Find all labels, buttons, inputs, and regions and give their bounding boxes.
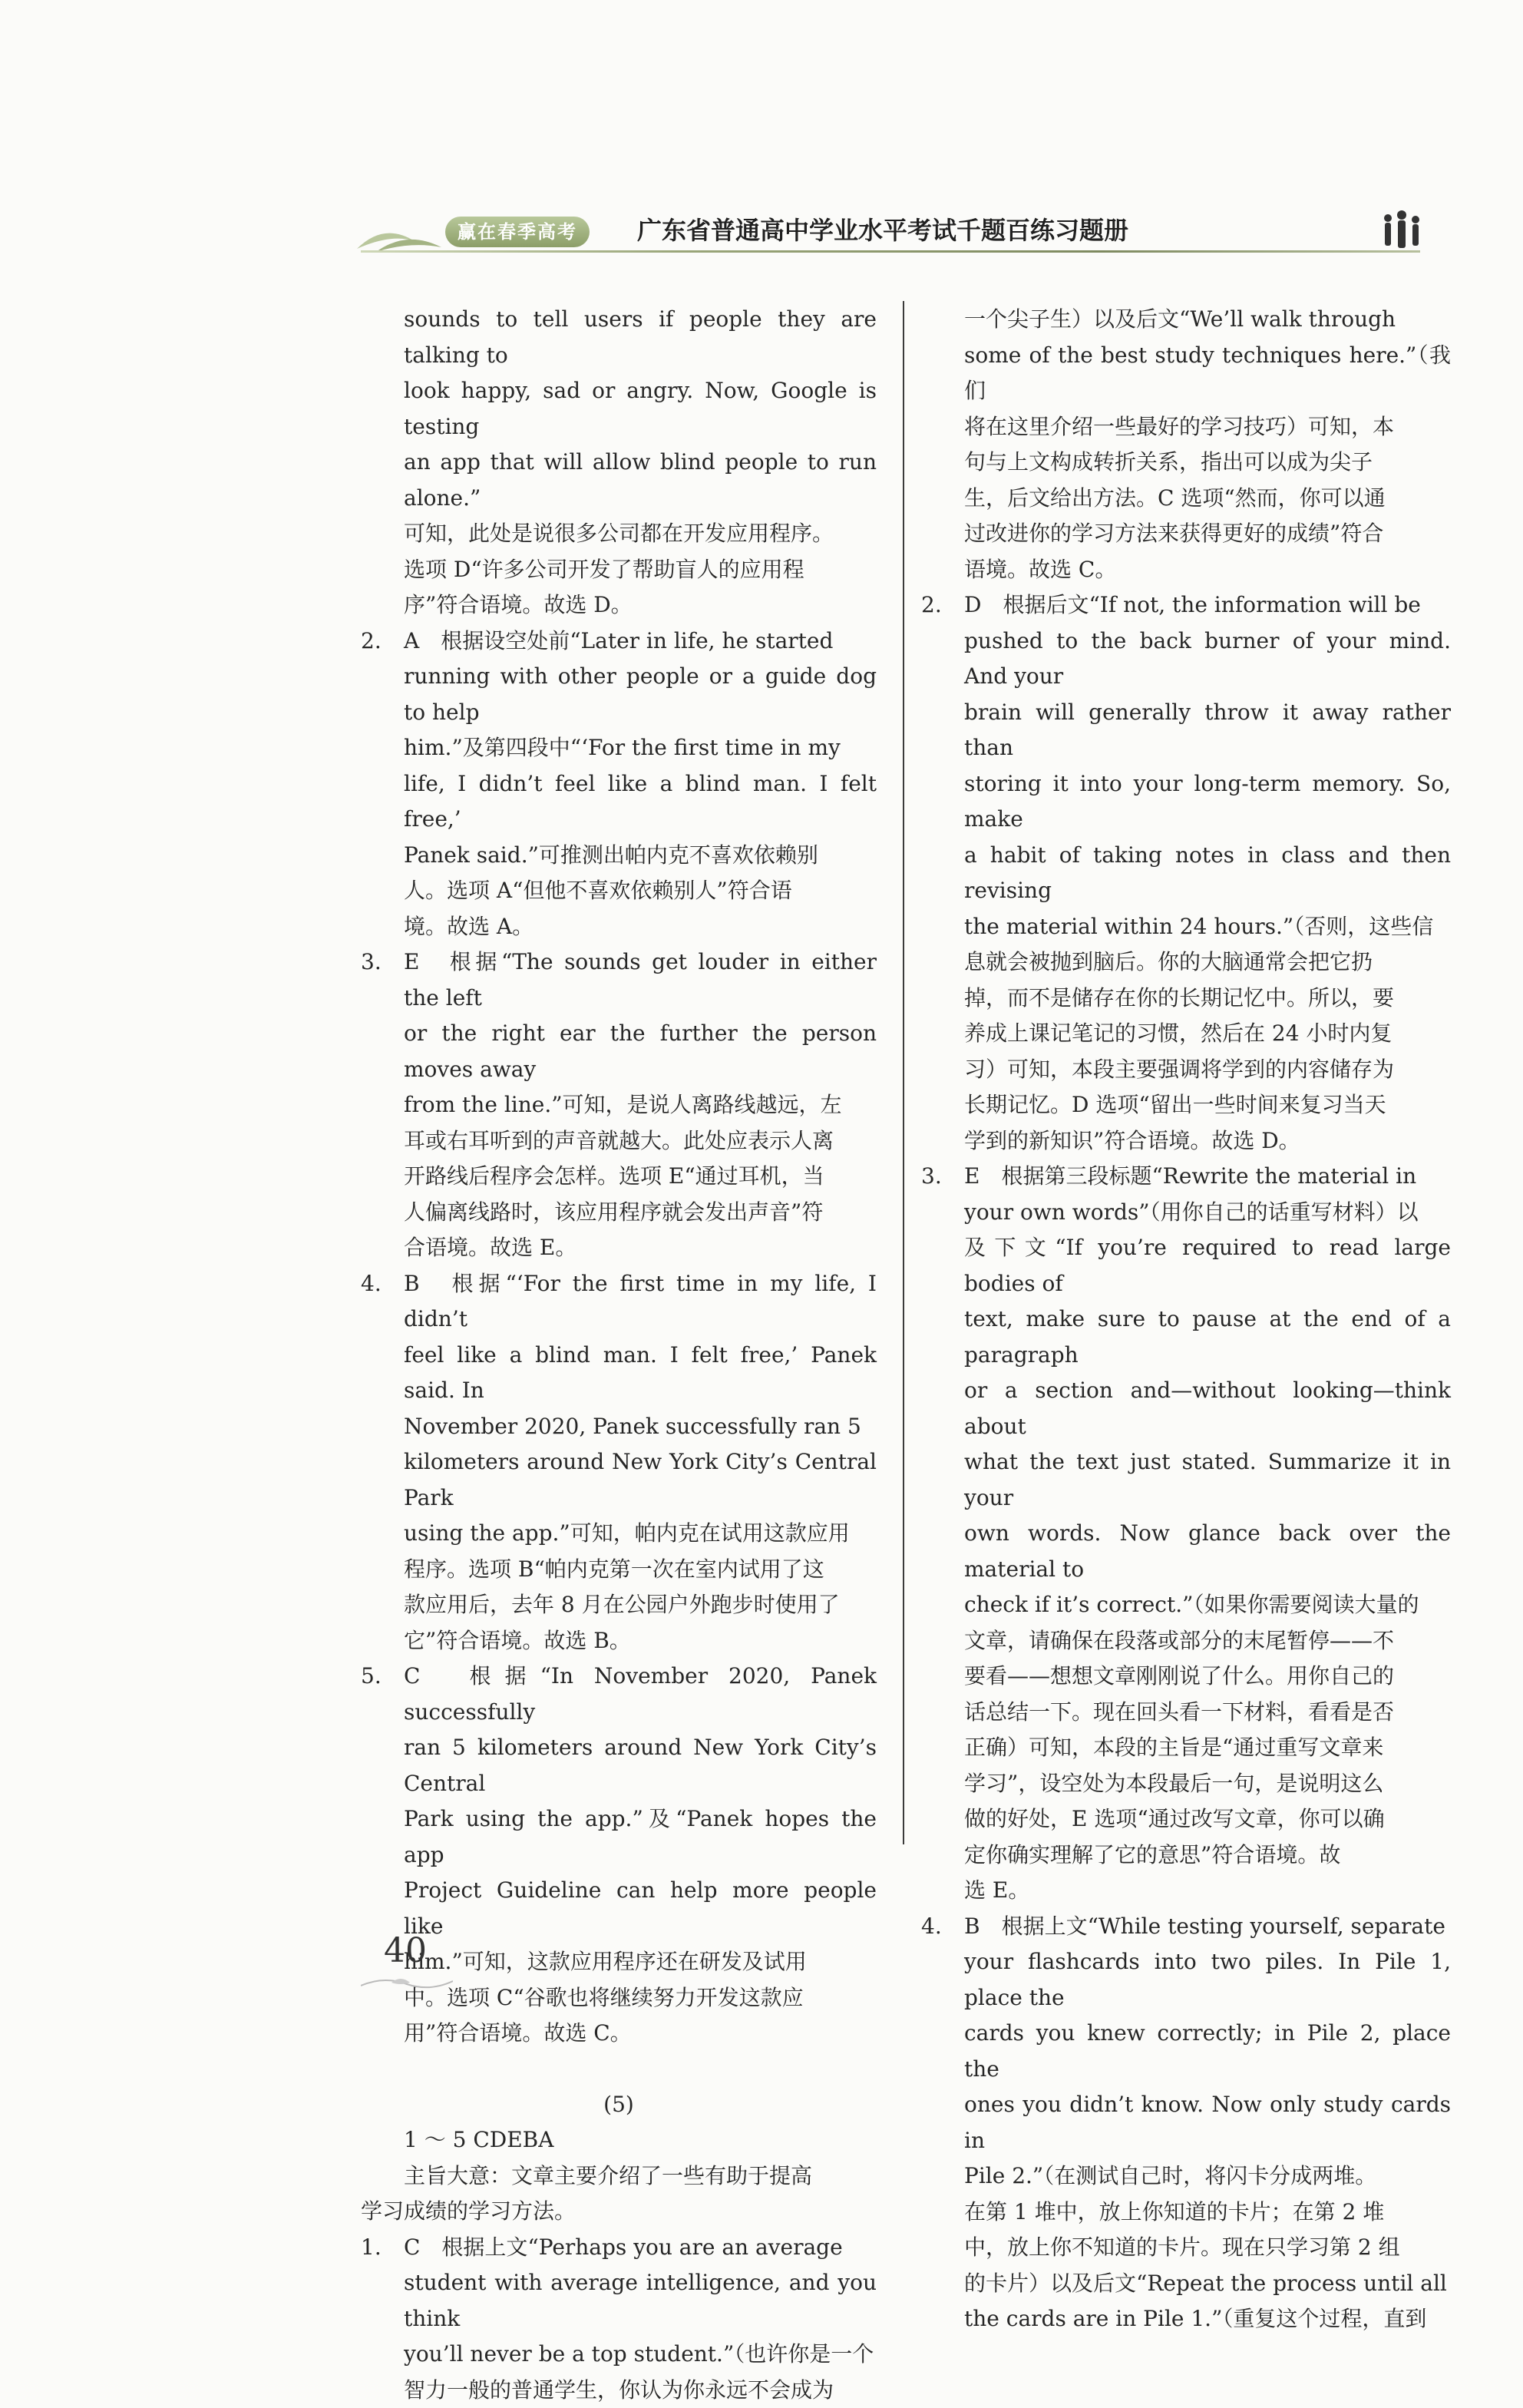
page-number: 40	[384, 1932, 427, 1970]
text-line: 学到的新知识”符合语境。故选 D。	[921, 1123, 1451, 1159]
text-line: 它”符合语境。故选 B。	[361, 1623, 877, 1659]
item-first-line	[361, 624, 877, 660]
text-line: 息就会被抛到脑后。你的大脑通常会把它扔	[921, 944, 1451, 981]
text-line: the cards are in Pile 1.”（重复这个过程，直到	[921, 2301, 1451, 2337]
item-number: 3.	[361, 944, 404, 981]
text-line: from the line.”可知，是说人离路线越远，左	[361, 1087, 877, 1123]
right-intro	[921, 302, 1451, 587]
item-first-line	[361, 1266, 877, 1338]
text-line: 智力一般的普通学生，你认为你永远不会成为	[361, 2373, 877, 2408]
text-line: cards you knew correctly; in Pile 2, place the	[921, 2016, 1451, 2087]
answer-item	[361, 2230, 877, 2408]
text-line: or the right ear the further the person moves away	[361, 1016, 877, 1087]
answer-item	[921, 1159, 1451, 1909]
text-line: your flashcards into two piles. In Pile 1, place the	[921, 1944, 1451, 2016]
text-line: look happy, sad or angry. Now, Google is testing	[361, 373, 877, 445]
text-line: text, make sure to pause at the end of a paragraph	[921, 1302, 1451, 1373]
text-line: 中。选项 C“谷歌也将继续努力开发这款应	[361, 1980, 877, 2016]
text-line: some of the best study techniques here.”（我们	[921, 338, 1451, 409]
text-line: 一个尖子生）以及后文“We’ll walk through	[921, 302, 1451, 338]
text-line: E 根据第三段标题“Rewrite the material in	[964, 1163, 1416, 1189]
item-number: 3.	[921, 1159, 964, 1195]
text-line: sounds to tell users if people they are talking to	[361, 302, 877, 373]
left-item-1	[361, 2230, 877, 2408]
answer-item	[921, 587, 1451, 1159]
text-line: or a section and—without looking—think about	[921, 1373, 1451, 1444]
text-line: pushed to the back burner of your mind. And your	[921, 624, 1451, 695]
text-line: 选 E。	[921, 1873, 1451, 1909]
answer-item	[361, 624, 877, 945]
text-line: him.”及第四段中“‘For the first time in my	[361, 730, 877, 766]
text-line: 在第 1 堆中，放上你知道的卡片；在第 2 堆	[921, 2195, 1451, 2231]
answer-key: 1 ～ 5 CDEBA	[361, 2122, 877, 2158]
header-rule	[361, 250, 1420, 253]
item-number: 4.	[361, 1266, 404, 1302]
left-column	[361, 302, 877, 2408]
text-line: 及下文“If you’re required to read large bodies of	[921, 1230, 1451, 1302]
text-line: 款应用后，去年 8 月在公园户外跑步时使用了	[361, 1587, 877, 1623]
text-line: E 根据“The sounds get louder in either the left	[404, 949, 877, 1011]
item-first-line	[361, 1659, 877, 1730]
right-column	[921, 302, 1451, 2337]
text-line: 掉，而不是储存在你的长期记忆中。所以，要	[921, 981, 1451, 1017]
text-line: 正确）可知，本段的主旨是“通过重写文章来	[921, 1730, 1451, 1766]
text-line: 人。选项 A“但他不喜欢依赖别人”符合语	[361, 873, 877, 909]
text-line: C 根据“In November 2020, Panek successfully	[404, 1663, 877, 1725]
text-line: 文章，请确保在段落或部分的末尾暂停——不	[921, 1623, 1451, 1659]
text-line: 过改进你的学习方法来获得更好的成绩”符合	[921, 516, 1451, 552]
text-line: a habit of taking notes in class and then revising	[921, 838, 1451, 909]
summary-line: 主旨大意：文章主要介绍了一些有助于提高	[361, 2158, 877, 2195]
text-line: November 2020, Panek successfully ran 5	[361, 1409, 877, 1445]
item-number: 1.	[361, 2230, 404, 2266]
text-line: B 根据上文“While testing yourself, separate	[964, 1914, 1445, 1939]
item-first-line	[361, 2230, 877, 2266]
left-items	[361, 624, 877, 2052]
item-number: 5.	[361, 1659, 404, 1695]
book-title: 广东省普通高中学业水平考试千题百练习题册	[637, 213, 1128, 247]
column-divider	[903, 301, 904, 1844]
text-line: 要看——想想文章刚刚说了什么。用你自己的	[921, 1659, 1451, 1695]
text-line: 人偏离线路时，该应用程序就会发出声音”符	[361, 1195, 877, 1231]
text-line: 做的好处，E 选项“通过改写文章，你可以确	[921, 1801, 1451, 1837]
text-line: B 根据“‘For the first time in my life, I didn’t	[404, 1271, 877, 1332]
text-line: 开路线后程序会怎样。选项 E“通过耳机，当	[361, 1159, 877, 1195]
footer-leaf-icon	[361, 1972, 453, 1995]
text-line: life, I didn’t feel like a blind man. I felt free,’	[361, 766, 877, 838]
text-line: what the text just stated. Summarize it in your	[921, 1444, 1451, 1516]
text-line: 句与上文构成转折关系，指出可以成为尖子	[921, 445, 1451, 481]
text-line: C 根据上文“Perhaps you are an average	[404, 2234, 843, 2260]
summary	[361, 2158, 877, 2230]
text-line: 序”符合语境。故选 D。	[361, 587, 877, 624]
summary-line: 学习成绩的学习方法。	[361, 2194, 877, 2230]
text-line: ones you didn’t know. Now only study cards in	[921, 2087, 1451, 2158]
text-line: an app that will allow blind people to run alone.”	[361, 445, 877, 516]
text-line: Project Guideline can help more people like	[361, 1873, 877, 1944]
right-items	[921, 587, 1451, 2337]
series-badge: 赢在春季高考	[445, 217, 590, 247]
text-line: 程序。选项 B“帕内克第一次在室内试用了这	[361, 1552, 877, 1588]
answer-item	[361, 1266, 877, 1659]
text-line: feel like a blind man. I felt free,’ Panek said. In	[361, 1338, 877, 1409]
text-line: A 根据设空处前“Later in life, he started	[404, 628, 833, 653]
text-line: using the app.”可知，帕内克在试用这款应用	[361, 1516, 877, 1552]
text-line: check if it’s correct.”（如果你需要阅读大量的	[921, 1587, 1451, 1623]
text-line: Park using the app.”及“Panek hopes the app	[361, 1801, 877, 1873]
text-line: Pile 2.”（在测试自己时，将闪卡分成两堆。	[921, 2158, 1451, 2195]
text-line: own words. Now glance back over the material to	[921, 1516, 1451, 1587]
item-first-line	[921, 587, 1451, 624]
text-line: 的卡片）以及后文“Repeat the process until all	[921, 2266, 1451, 2302]
text-line: brain will generally throw it away rather than	[921, 695, 1451, 766]
item-number: 4.	[921, 1909, 964, 1945]
answer-item	[361, 944, 877, 1266]
people-silhouette-icon	[1374, 207, 1428, 253]
text-line: 语境。故选 C。	[921, 552, 1451, 588]
item-number: 2.	[361, 624, 404, 660]
section-title: (5)	[361, 2087, 877, 2123]
text-line: 定你确实理解了它的意思”符合语境。故	[921, 1837, 1451, 1874]
text-line: 耳或右耳听到的声音就越大。此处应表示人离	[361, 1123, 877, 1159]
item-first-line	[921, 1909, 1451, 1945]
text-line: student with average intelligence, and you think	[361, 2265, 877, 2337]
text-line: 养成上课记笔记的习惯，然后在 24 小时内复	[921, 1016, 1451, 1052]
text-line: 可知，此处是说很多公司都在开发应用程序。	[361, 516, 877, 552]
text-line: 选项 D“许多公司开发了帮助盲人的应用程	[361, 552, 877, 588]
text-line: you’ll never be a top student.”（也许你是一个	[361, 2337, 877, 2373]
text-line: 合语境。故选 E。	[361, 1230, 877, 1266]
text-line: D 根据后文“If not, the information will be	[964, 592, 1421, 617]
page-header	[361, 207, 1420, 261]
text-line: 将在这里介绍一些最好的学习技巧）可知，本	[921, 409, 1451, 445]
text-line: 学习”，设空处为本段最后一句，是说明这么	[921, 1766, 1451, 1802]
text-line: 境。故选 A。	[361, 909, 877, 945]
text-line: Panek said.”可推测出帕内克不喜欢依赖别	[361, 838, 877, 874]
text-line: your own words”（用你自己的话重写材料）以	[921, 1195, 1451, 1231]
item-number: 2.	[921, 587, 964, 624]
text-line: kilometers around New York City’s Central Park	[361, 1444, 877, 1516]
text-line: 长期记忆。D 选项“留出一些时间来复习当天	[921, 1087, 1451, 1123]
text-line: running with other people or a guide dog to help	[361, 659, 877, 730]
text-line: 话总结一下。现在回头看一下材料，看看是否	[921, 1695, 1451, 1731]
text-line: 用”符合语境。故选 C。	[361, 2016, 877, 2052]
answer-item	[921, 1909, 1451, 2337]
text-line: storing it into your long-term memory. So, make	[921, 766, 1451, 838]
text-line: the material within 24 hours.”（否则，这些信	[921, 909, 1451, 945]
item-first-line	[361, 944, 877, 1016]
text-line: 中，放上你不知道的卡片。现在只学习第 2 组	[921, 2230, 1451, 2266]
left-intro	[361, 302, 877, 624]
text-line: 生，后文给出方法。C 选项“然而，你可以通	[921, 481, 1451, 517]
item-first-line	[921, 1159, 1451, 1195]
text-line: 习）可知，本段主要强调将学到的内容储存为	[921, 1052, 1451, 1088]
text-line: him.”可知，这款应用程序还在研发及试用	[361, 1944, 877, 1980]
text-line: ran 5 kilometers around New York City’s Central	[361, 1730, 877, 1801]
